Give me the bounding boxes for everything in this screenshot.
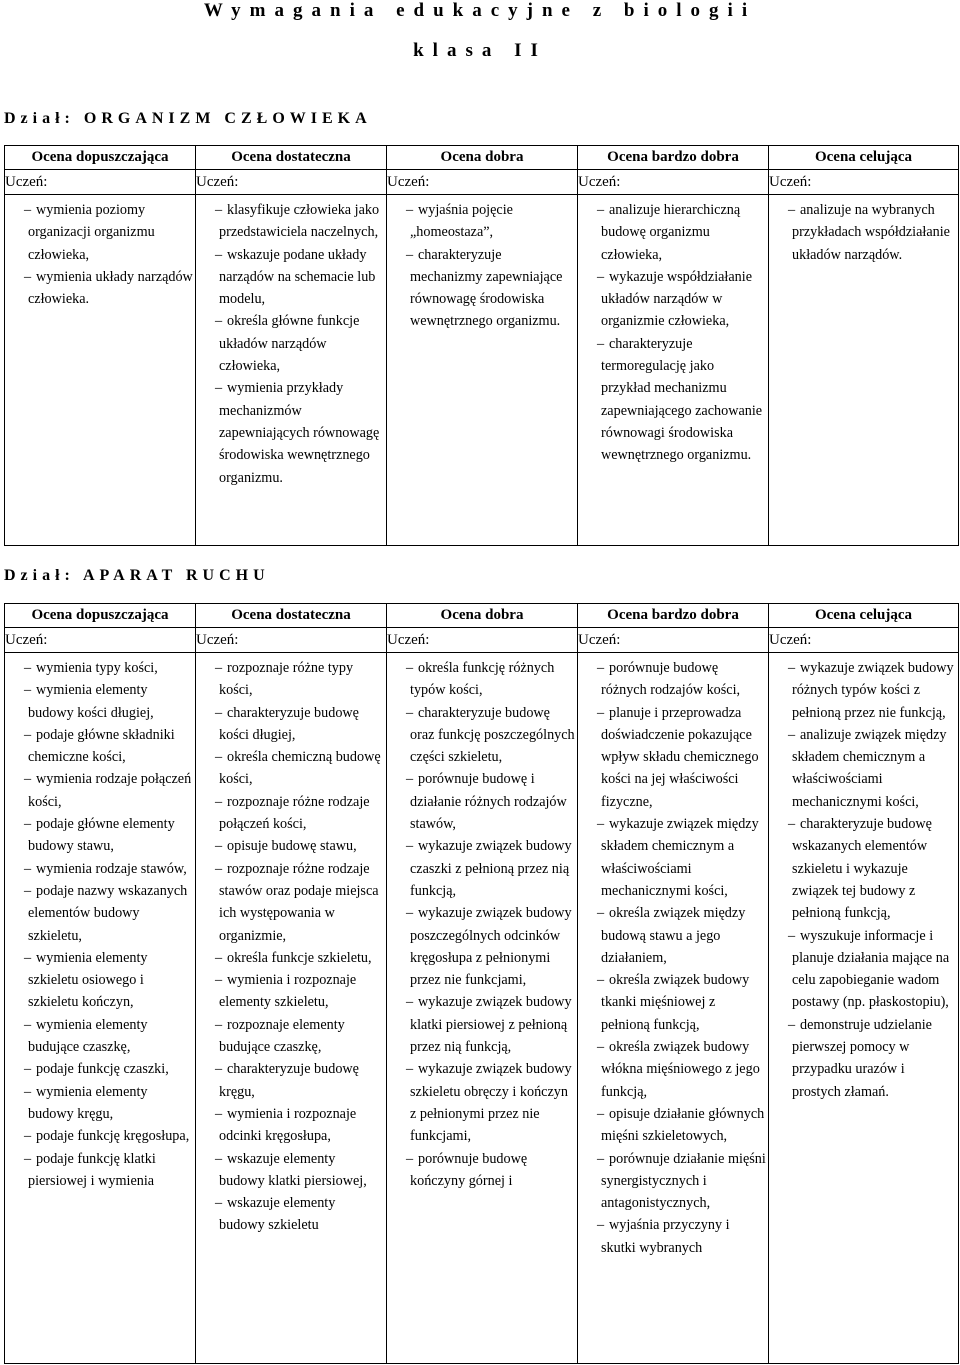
requirement-text: wskazuje elementy budowy klatki piersiowej,	[219, 1150, 367, 1189]
requirement-item	[393, 768, 575, 835]
dash-bullet-icon: –	[215, 704, 223, 721]
requirement-text: wskazuje podane układy narządów na schemacie lub modelu,	[219, 246, 376, 308]
requirement-text: wymienia poziomy organizacji organizmu człowieka,	[28, 202, 155, 263]
requirement-item	[393, 1058, 575, 1147]
requirement-text: wymienia rodzaje połączeń kości,	[28, 771, 192, 810]
requirement-text: określa związek budowy tkanki mięśniowej z pełnioną funkcją,	[601, 972, 750, 1033]
requirement-text: określa związek między budową stawu a jego działaniem,	[601, 905, 746, 966]
requirement-item	[393, 657, 575, 702]
requirement-item	[11, 1014, 193, 1059]
grade-header-row	[5, 146, 959, 170]
requirement-text: porównuje działanie mięśni synergistycznych i antagonistycznych,	[601, 1150, 766, 1212]
dash-bullet-icon: –	[406, 704, 414, 721]
dash-bullet-icon: –	[597, 268, 605, 285]
student-label: Uczeń:	[196, 628, 387, 653]
requirement-text: podaje główne składniki chemiczne kości,	[28, 726, 175, 766]
requirement-item	[584, 333, 766, 467]
requirement-item	[11, 657, 193, 679]
requirements-table-motor-apparatus	[4, 603, 959, 1364]
dash-bullet-icon: –	[24, 771, 32, 788]
requirement-text: planuje i przeprowadza doświadczenie pokazujące wpływ składu chemicznego kości na jej właściwości fizyczne,	[601, 704, 759, 810]
requirement-text: wykazuje związek budowy klatki piersiowej z pełnioną przez nią funkcją,	[410, 994, 572, 1056]
requirement-item	[11, 1058, 193, 1080]
requirement-item	[202, 858, 384, 947]
requirement-item	[11, 199, 193, 266]
student-label: Uczeń:	[578, 628, 769, 653]
dash-bullet-icon: –	[597, 816, 605, 833]
requirement-text: charakteryzuje termoregulację jako przykład mechanizmu zapewniającego zachowanie równowagi środowiska wewnętrznego organizmu.	[601, 335, 763, 464]
dash-bullet-icon: –	[788, 816, 796, 833]
requirement-text: podaje funkcję klatki piersiowej i wymienia	[28, 1150, 156, 1189]
dash-bullet-icon: –	[597, 1039, 605, 1056]
requirement-item	[202, 1103, 384, 1148]
dash-bullet-icon: –	[24, 816, 32, 833]
grade-header: Ocena dopuszczająca	[5, 146, 196, 170]
requirements-table-organism	[4, 145, 959, 546]
requirement-item	[584, 813, 766, 902]
requirement-text: wykazuje związek budowy poszczególnych odcinków kręgosłupa z pełnionymi przez nie funkcjami,	[410, 905, 572, 989]
requirement-text: rozpoznaje różne rodzaje połączeń kości,	[219, 793, 370, 833]
requirement-item	[11, 858, 193, 880]
requirements-cell	[196, 653, 387, 1364]
dash-bullet-icon: –	[406, 246, 414, 263]
grade-header-row	[5, 604, 959, 628]
dash-bullet-icon: –	[597, 704, 605, 721]
requirement-item	[202, 1148, 384, 1193]
requirement-item	[393, 702, 575, 769]
requirement-item	[11, 1148, 193, 1193]
requirement-item	[775, 813, 956, 924]
dash-bullet-icon: –	[597, 1105, 605, 1122]
requirement-text: analizuje na wybranych przykładach współdziałanie układów narządów.	[792, 202, 950, 263]
requirement-text: opisuje działanie głównych mięśni szkieletowych,	[601, 1105, 765, 1145]
requirement-item	[584, 266, 766, 333]
requirement-text: wymienia i rozpoznaje odcinki kręgosłupa,	[219, 1105, 357, 1145]
dash-bullet-icon: –	[215, 793, 223, 810]
requirement-text: wymienia i rozpoznaje elementy szkieletu,	[219, 972, 357, 1011]
requirements-cell	[5, 195, 196, 546]
requirement-item	[584, 657, 766, 702]
requirement-text: klasyfikuje człowieka jako przedstawiciela naczelnych,	[219, 202, 380, 241]
requirement-item	[393, 902, 575, 991]
dash-bullet-icon: –	[24, 1150, 32, 1167]
dash-bullet-icon: –	[215, 1195, 223, 1212]
student-label-row	[5, 628, 959, 653]
requirement-text: wyjaśnia przyczyny i skutki wybranych	[601, 1217, 730, 1256]
requirement-text: charakteryzuje budowę oraz funkcję poszczególnych części szkieletu,	[410, 704, 575, 766]
requirement-text: analizuje związek między składem chemicznym a właściwościami mechanicznymi kości,	[792, 726, 947, 810]
requirement-item	[11, 1125, 193, 1147]
requirement-item	[202, 947, 384, 969]
requirement-item	[11, 266, 193, 311]
dash-bullet-icon: –	[788, 726, 796, 743]
requirement-text: rozpoznaje różne typy kości,	[219, 660, 354, 699]
requirement-text: wymienia układy narządów człowieka.	[28, 268, 193, 308]
requirement-item	[202, 310, 384, 377]
grade-header: Ocena dobra	[387, 604, 578, 628]
dash-bullet-icon: –	[215, 202, 223, 218]
requirement-item	[393, 835, 575, 902]
dash-bullet-icon: –	[406, 994, 414, 1011]
section-heading-motor-apparatus: Dział: APARAT RUCHU	[4, 567, 270, 584]
dash-bullet-icon: –	[24, 1061, 32, 1078]
requirement-text: charakteryzuje mechanizmy zapewniające równowagę środowiska wewnętrznego organizmu.	[410, 246, 563, 330]
grade-header: Ocena dopuszczająca	[5, 604, 196, 628]
requirement-text: wykazuje związek budowy czaszki z pełnioną przez nią funkcją,	[410, 838, 572, 899]
dash-bullet-icon: –	[215, 1105, 223, 1122]
dash-bullet-icon: –	[24, 726, 32, 743]
requirement-item	[202, 746, 384, 791]
student-label: Uczeń:	[578, 170, 769, 195]
requirement-item	[11, 813, 193, 858]
dash-bullet-icon: –	[597, 905, 605, 922]
requirement-text: określa chemiczną budowę kości,	[219, 749, 381, 788]
document-title: Wymagania edukacyjne z biologii	[203, 0, 757, 21]
requirement-item	[202, 835, 384, 857]
requirement-item	[11, 947, 193, 1014]
dash-bullet-icon: –	[788, 202, 796, 218]
dash-bullet-icon: –	[215, 246, 223, 263]
student-label: Uczeń:	[387, 628, 578, 653]
requirement-item	[584, 1148, 766, 1215]
requirement-item	[775, 657, 956, 724]
requirement-text: wymienia elementy szkieletu osiowego i szkieletu kończyn,	[28, 949, 148, 1011]
requirement-text: wykazuje związek budowy różnych typów kości z pełnioną przez nie funkcją,	[792, 660, 954, 721]
requirement-item	[202, 377, 384, 488]
student-label: Uczeń:	[387, 170, 578, 195]
requirement-text: wykazuje współdziałanie układów narządów w organizmie człowieka,	[601, 268, 753, 330]
requirement-item	[202, 969, 384, 1014]
requirement-item	[393, 244, 575, 333]
requirement-item	[202, 199, 384, 244]
requirement-text: wymienia przykłady mechanizmów zapewniających równowagę środowiska wewnętrznego organizmu.	[219, 380, 380, 486]
requirements-cell	[769, 653, 959, 1364]
requirement-item	[393, 199, 575, 244]
dash-bullet-icon: –	[24, 202, 32, 218]
requirement-item	[11, 724, 193, 769]
requirement-text: charakteryzuje budowę kości długiej,	[219, 704, 359, 743]
requirement-item	[11, 880, 193, 947]
requirement-text: analizuje hierarchiczną budowę organizmu człowieka,	[601, 202, 741, 263]
grade-header: Ocena dobra	[387, 146, 578, 170]
requirement-text: podaje nazwy wskazanych elementów budowy szkieletu,	[28, 882, 188, 944]
dash-bullet-icon: –	[215, 749, 223, 766]
dash-bullet-icon: –	[406, 905, 414, 922]
requirements-row	[5, 195, 959, 546]
requirement-item	[584, 902, 766, 969]
requirement-item	[584, 199, 766, 266]
dash-bullet-icon: –	[24, 949, 32, 966]
requirement-text: podaje główne elementy budowy stawu,	[28, 816, 175, 855]
requirement-text: wykazuje związek między składem chemicznym a właściwościami mechanicznymi kości,	[601, 816, 759, 899]
dash-bullet-icon: –	[406, 1061, 414, 1078]
requirements-cell	[578, 195, 769, 546]
requirement-text: wymienia elementy budujące czaszkę,	[28, 1016, 148, 1056]
dash-bullet-icon: –	[597, 202, 605, 218]
dash-bullet-icon: –	[215, 660, 223, 676]
requirement-text: określa główne funkcje układów narządów człowieka,	[219, 313, 360, 375]
grade-header: Ocena dostateczna	[196, 604, 387, 628]
grade-header: Ocena celująca	[769, 146, 959, 170]
requirement-item	[202, 702, 384, 747]
class-subtitle: klasa II	[413, 40, 547, 61]
requirement-item	[202, 791, 384, 836]
dash-bullet-icon: –	[406, 660, 414, 676]
requirement-item	[11, 1081, 193, 1126]
dash-bullet-icon: –	[788, 927, 796, 944]
requirement-text: wykazuje związek budowy szkieletu obręczy i kończyn z pełnionymi przez nie funkcjami,	[410, 1061, 572, 1145]
student-label: Uczeń:	[769, 170, 959, 195]
section-heading-organism: Dział: ORGANIZM CZŁOWIEKA	[4, 110, 372, 127]
dash-bullet-icon: –	[24, 660, 32, 676]
requirement-text: określa funkcje szkieletu,	[227, 949, 372, 966]
requirement-text: określa funkcję różnych typów kości,	[410, 660, 555, 699]
requirement-item	[584, 969, 766, 1036]
dash-bullet-icon: –	[215, 1016, 223, 1033]
requirement-text: wymienia elementy budowy kręgu,	[28, 1083, 148, 1122]
dash-bullet-icon: –	[215, 949, 223, 966]
dash-bullet-icon: –	[597, 1150, 605, 1167]
requirement-item	[11, 679, 193, 724]
dash-bullet-icon: –	[788, 1016, 796, 1033]
dash-bullet-icon: –	[24, 1083, 32, 1100]
requirement-item	[775, 1014, 956, 1103]
grade-header: Ocena bardzo dobra	[578, 146, 769, 170]
dash-bullet-icon: –	[24, 682, 32, 699]
requirement-item	[11, 768, 193, 813]
requirement-item	[393, 1148, 575, 1193]
requirement-text: charakteryzuje budowę wskazanych elementów szkieletu i wykazuje związek tej budowy z pełnioną funkcją,	[792, 816, 932, 922]
dash-bullet-icon: –	[597, 972, 605, 989]
grade-header: Ocena dostateczna	[196, 146, 387, 170]
dash-bullet-icon: –	[24, 860, 32, 877]
dash-bullet-icon: –	[24, 1128, 32, 1145]
requirement-item	[393, 991, 575, 1058]
requirement-item	[202, 657, 384, 702]
requirement-item	[202, 1058, 384, 1103]
dash-bullet-icon: –	[215, 313, 223, 330]
grade-header: Ocena celująca	[769, 604, 959, 628]
dash-bullet-icon: –	[24, 882, 32, 899]
requirements-cell	[387, 653, 578, 1364]
dash-bullet-icon: –	[215, 860, 223, 877]
requirement-item	[584, 702, 766, 813]
requirements-cell	[5, 653, 196, 1364]
requirement-item	[202, 1014, 384, 1059]
requirement-item	[584, 1036, 766, 1103]
dash-bullet-icon: –	[406, 1150, 414, 1167]
requirements-cell	[578, 653, 769, 1364]
requirement-text: określa związek budowy włókna mięśniowego z jego funkcją,	[601, 1039, 760, 1100]
requirement-text: wymienia elementy budowy kości długiej,	[28, 682, 154, 721]
requirement-item	[775, 925, 956, 1014]
dash-bullet-icon: –	[215, 972, 223, 989]
student-label: Uczeń:	[5, 628, 196, 653]
requirement-text: porównuje budowę kończyny górnej i	[410, 1150, 528, 1189]
dash-bullet-icon: –	[597, 1217, 605, 1234]
requirement-text: charakteryzuje budowę kręgu,	[219, 1061, 359, 1100]
dash-bullet-icon: –	[406, 202, 414, 218]
requirement-item	[202, 1192, 384, 1237]
student-label: Uczeń:	[196, 170, 387, 195]
requirement-text: wyszukuje informacje i planuje działania mające na celu zapobieganie wadom postawy (np. płaskostopiu),	[792, 927, 950, 1011]
dash-bullet-icon: –	[597, 335, 605, 352]
requirement-text: demonstruje udzielanie pierwszej pomocy w przypadku urazów i prostych złamań.	[792, 1016, 932, 1100]
dash-bullet-icon: –	[406, 838, 414, 855]
requirement-text: podaje funkcję czaszki,	[36, 1061, 169, 1078]
requirement-text: porównuje budowę i działanie różnych rodzajów stawów,	[410, 771, 567, 833]
requirement-text: rozpoznaje różne rodzaje stawów oraz podaje miejsca ich występowania w organizmie,	[219, 860, 379, 944]
requirement-text: rozpoznaje elementy budujące czaszkę,	[219, 1016, 345, 1056]
dash-bullet-icon: –	[597, 660, 605, 676]
dash-bullet-icon: –	[215, 380, 223, 397]
dash-bullet-icon: –	[215, 1150, 223, 1167]
requirement-text: porównuje budowę różnych rodzajów kości,	[601, 660, 741, 699]
dash-bullet-icon: –	[215, 1061, 223, 1078]
requirements-row	[5, 653, 959, 1364]
student-label: Uczeń:	[769, 628, 959, 653]
student-label-row	[5, 170, 959, 195]
dash-bullet-icon: –	[24, 268, 32, 285]
requirement-text: wskazuje elementy budowy szkieletu	[219, 1195, 336, 1234]
requirement-text: wyjaśnia pojęcie „homeostaza”,	[410, 202, 513, 241]
requirement-item	[775, 199, 956, 266]
requirement-item	[584, 1214, 766, 1259]
requirement-text: wymienia typy kości,	[36, 660, 158, 676]
requirement-item	[775, 724, 956, 813]
requirements-cell	[196, 195, 387, 546]
requirement-text: podaje funkcję kręgosłupa,	[36, 1128, 190, 1145]
dash-bullet-icon: –	[788, 660, 796, 676]
student-label: Uczeń:	[5, 170, 196, 195]
dash-bullet-icon: –	[24, 1016, 32, 1033]
requirement-item	[202, 244, 384, 311]
requirement-text: wymienia rodzaje stawów,	[36, 860, 187, 877]
grade-header: Ocena bardzo dobra	[578, 604, 769, 628]
requirement-text: opisuje budowę stawu,	[227, 838, 357, 855]
requirements-cell	[769, 195, 959, 546]
requirements-cell	[387, 195, 578, 546]
requirement-item	[584, 1103, 766, 1148]
dash-bullet-icon: –	[215, 838, 223, 855]
dash-bullet-icon: –	[406, 771, 414, 788]
